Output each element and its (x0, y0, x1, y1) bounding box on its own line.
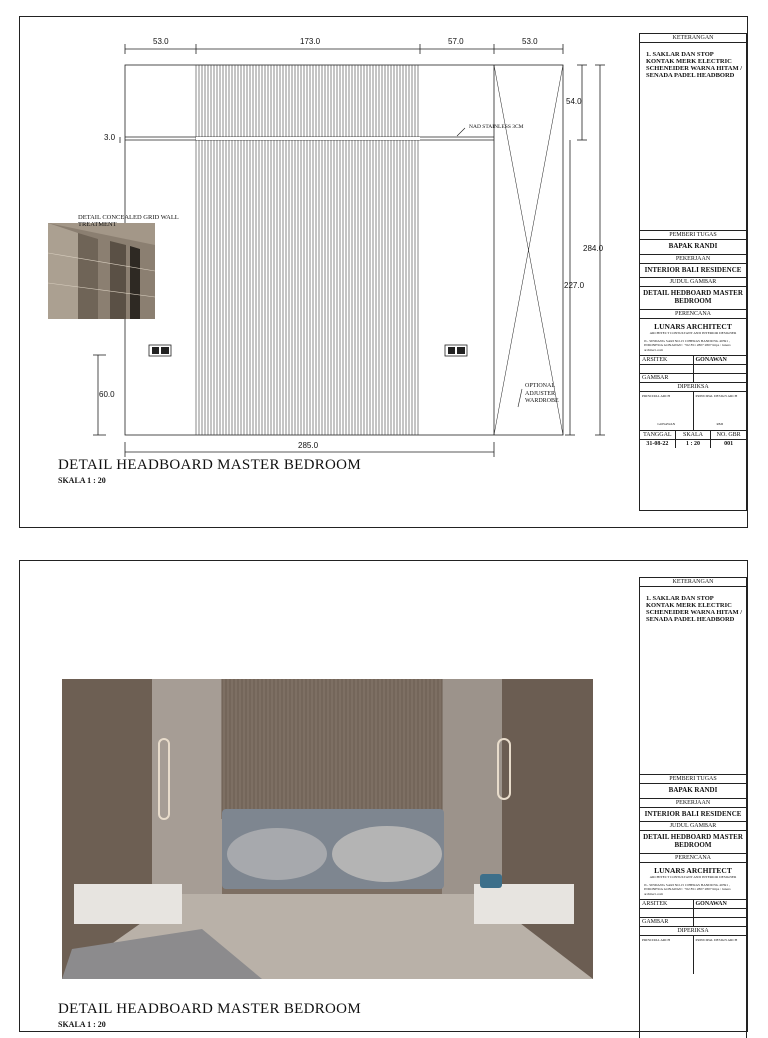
dim-top-right1: 57.0 (448, 37, 464, 46)
arsitek-value: GONAWAN (693, 900, 747, 908)
socket-icon-right (445, 345, 467, 356)
drawing-title: DETAIL HEADBOARD MASTER BEDROOM (58, 457, 361, 473)
socket-icon-left (149, 345, 171, 356)
keterangan-notes: 1. SAKLAR DAN STOP KONTAK MERK ELECTRIC SCHENEIDER WARNA HITAM / SENADA PADEL HEADBORD (640, 587, 746, 775)
firm-block (640, 319, 746, 357)
blank-row (640, 365, 746, 374)
principal-arch-label: PRINCIPAL ARCH (642, 938, 671, 943)
skala-label: SKALA (675, 431, 711, 439)
tanggal-label: TANGGAL (643, 432, 672, 439)
dim-left-bottom: 60.0 (99, 390, 115, 399)
meta-labels-row (640, 431, 746, 440)
pemberi-tugas-label: PEMBERI TUGAS (640, 775, 746, 784)
firm-address: JL. SINDANG SARI NO.15 CIHERAS BANDUNG 40391 , INDONESIA GONAWAN : +62 851 2807 2807 https : lunars architect.com (644, 882, 731, 896)
dim-bottom-width: 285.0 (298, 441, 319, 450)
drawing-sheet-render (19, 560, 748, 1032)
dim-top-mid: 173.0 (300, 37, 321, 46)
detail-label: DETAIL CONCEALED GRID WALL TREATMENT (78, 214, 179, 229)
arsitek-label: ARSITEK (642, 901, 668, 908)
render-title: DETAIL HEADBOARD MASTER BEDROOM (58, 1001, 361, 1017)
keterangan-notes: 1. SAKLAR DAN STOP KONTAK MERK ELECTRIC SCHENEIDER WARNA HITAM / SENADA PADEL HEADBORD (640, 43, 746, 231)
principal-design-label: PRINCIPAL DESIGN ARCH (695, 394, 738, 399)
perencana-label: PERENCANA (640, 854, 746, 863)
gambar-label: GAMBAR (642, 919, 669, 926)
wardrobe-annotation: OPTIONAL ADJUSTER WARDROBE (525, 383, 559, 404)
signature-right: RMI (716, 422, 724, 427)
signature-area (640, 936, 746, 974)
dim-top-right2: 53.0 (522, 37, 538, 46)
pekerjaan-value: INTERIOR BALI RESIDENCE (640, 808, 746, 823)
gambar-label: GAMBAR (642, 375, 669, 382)
no-value: 001 (710, 440, 746, 448)
dim-left-gap: 3.0 (104, 133, 116, 142)
pemberi-tugas-value: BAPAK RANDI (640, 784, 746, 799)
blank-row (640, 909, 746, 918)
dim-right-total: 284.0 (583, 244, 604, 253)
slat-panel (196, 65, 418, 435)
gambar-row (640, 374, 746, 383)
drawing-scale: SKALA 1 : 20 (58, 476, 106, 485)
diperiksa-label: DIPERIKSA (640, 383, 746, 392)
principal-arch-cell (640, 936, 693, 974)
principal-design-label: PRINCIPAL DESIGN ARCH (695, 938, 738, 943)
principal-design-cell (693, 392, 747, 430)
principal-arch-label: PRINCIPAL ARCH (642, 394, 671, 399)
signature-area (640, 392, 746, 431)
perencana-label: PERENCANA (640, 310, 746, 319)
dim-right-top: 54.0 (566, 97, 582, 106)
pekerjaan-label: PEKERJAAN (640, 255, 746, 264)
render-scale: SKALA 1 : 20 (58, 1020, 106, 1029)
dim-top-left: 53.0 (153, 37, 169, 46)
nad-annotation: NAD STAINLESS 3CM (469, 124, 524, 130)
grid-wall-detail-image (48, 223, 155, 319)
arsitek-row (640, 356, 746, 365)
keterangan-label: KETERANGAN (640, 578, 746, 587)
judul-label: JUDUL GAMBAR (640, 822, 746, 831)
firm-tagline: ARCHITECT CONSULTANT AND INTERIOR DESIGNER (649, 874, 737, 879)
bedroom-render-image (62, 679, 593, 979)
firm-tagline: ARCHITECT CONSULTANT AND INTERIOR DESIGNER (649, 330, 737, 335)
principal-arch-cell (640, 392, 693, 430)
tanggal-value: 31-08-22 (646, 441, 669, 448)
meta-values-row (640, 440, 746, 448)
firm-block (640, 863, 746, 901)
judul-value: DETAIL HEDBOARD MASTER BEDROOM (640, 831, 746, 853)
pemberi-tugas-label: PEMBERI TUGAS (640, 231, 746, 240)
arsitek-value: GONAWAN (693, 356, 747, 364)
diperiksa-label: DIPERIKSA (640, 927, 746, 936)
firm-address: JL. SINDANG SARI NO.15 CIHERAS BANDUNG 40391 , INDONESIA GONAWAN : +62 851 2807 2807 https : lunars architect.com (644, 338, 731, 352)
gambar-row (640, 918, 746, 927)
pekerjaan-value: INTERIOR BALI RESIDENCE (640, 264, 746, 279)
pemberi-tugas-value: BAPAK RANDI (640, 240, 746, 255)
arsitek-label: ARSITEK (642, 357, 668, 364)
firm-name: LUNARS ARCHITECT (654, 321, 732, 331)
signature-left: GONAWAN (657, 422, 676, 427)
drawing-sheet-elevation (19, 16, 748, 528)
title-block-2 (639, 577, 747, 1038)
no-label: NO. GBR (710, 431, 746, 439)
pekerjaan-label: PEKERJAAN (640, 799, 746, 808)
judul-label: JUDUL GAMBAR (640, 278, 746, 287)
judul-value: DETAIL HEDBOARD MASTER BEDROOM (640, 287, 746, 309)
firm-name: LUNARS ARCHITECT (654, 865, 732, 875)
dim-right-lower: 227.0 (564, 281, 585, 290)
keterangan-label: KETERANGAN (640, 34, 746, 43)
arsitek-row (640, 900, 746, 909)
skala-value: 1 : 20 (675, 440, 711, 448)
title-block (639, 33, 747, 511)
principal-design-cell (693, 936, 747, 974)
